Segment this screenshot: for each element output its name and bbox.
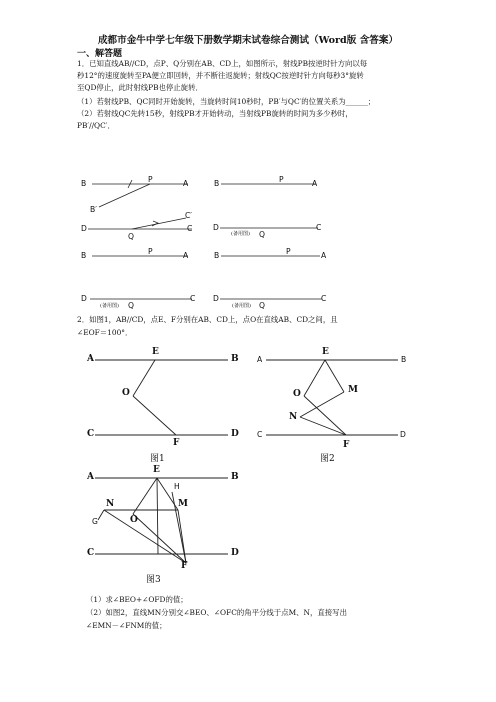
q2-sub-2: （2）如图2，直线MN分别交∠BEO、∠OFC的角平分线于点M、N，直接写出 [86, 608, 347, 617]
q1-line-6: PB′//QC′． [77, 121, 115, 130]
q1-main-label-Cprime: C′ [185, 211, 193, 220]
q1-main-label-Q: Q [128, 232, 134, 241]
q2-fig2-label-B: B [401, 355, 407, 364]
q1-spare1-label-P: P [279, 175, 284, 184]
q1-spare3-label-D: D [213, 294, 219, 303]
q1-spare3-label-Q: Q [259, 301, 265, 310]
q2-fig1-label-E: E [152, 347, 159, 357]
q1-spare1-label-Q: Q [259, 230, 265, 239]
q1-spare3-label-B: B [214, 251, 220, 260]
q1-line-3: 至QD停止，此时射线PB也停止旋转． [77, 83, 203, 92]
q2-line-2: ∠EOF＝100°． [77, 328, 133, 337]
q2-fig3-label-C: C [87, 548, 95, 558]
q1-main-label-A: A [183, 179, 189, 188]
q1-spare2-label-D: D [81, 294, 87, 303]
q1-main-label-P: P [148, 175, 153, 184]
q2-fig3-label-H: H [174, 482, 180, 491]
q1-spare2-label-C: C [190, 294, 196, 303]
q2-sub-1: （1）求∠BEO+∠OFD的值； [86, 595, 188, 604]
q2-line-1: 2．如图1，AB//CD，点E、F分别在AB、CD上，点O在直线AB、CD之间，且 [77, 315, 338, 324]
q2-fig3-label-M: M [178, 499, 188, 509]
q2-fig3-label-O: O [130, 515, 138, 525]
q1-spare2-label-P: P [148, 247, 153, 256]
q1-main-label-D: D [81, 224, 87, 233]
q2-fig2-label-O: O [293, 389, 301, 399]
q1-spare3-label-A: A [321, 251, 327, 260]
q2-fig1-label-F: F [173, 438, 180, 448]
q1-spare2-label-A: A [183, 251, 189, 260]
q2-fig3-label-F: F [181, 561, 188, 571]
section-heading: 一、解答题 [77, 49, 123, 59]
q2-fig3-caption: 图3 [146, 575, 161, 585]
q2-fig1-label-B: B [231, 354, 239, 364]
q2-fig2-caption: 图2 [320, 454, 335, 464]
q1-spare1-label-B: B [214, 179, 220, 188]
q1-main-label-C: C [187, 224, 193, 233]
q1-spare3-label-P: P [286, 247, 291, 256]
q2-fig2-label-C: C [257, 430, 263, 439]
q1-main-label-B: B [81, 179, 87, 188]
q1-line-5: （2）若射线QC先转15秒，射线PB才开始转动，当射线PB旋转的时间为多少秒时， [77, 109, 353, 118]
q2-fig3-label-B: B [231, 472, 239, 482]
q2-fig2-label-D: D [400, 430, 406, 439]
q1-spare2-label-B: B [81, 251, 87, 260]
q2-fig3-label-E: E [153, 465, 160, 475]
q1-spare1-caption: (备用图) [231, 231, 250, 237]
q2-fig1-label-C: C [87, 429, 95, 439]
q1-line-2: 秒12°的速度旋转至PA便立即回转，并不断往返旋转；射线QC按逆时针方向每秒3°旋转 [77, 71, 364, 80]
q2-fig1-caption: 图1 [150, 454, 165, 464]
q2-fig2-label-F: F [343, 440, 350, 450]
q1-spare3-label-C: C [321, 294, 327, 303]
q2-fig2-label-N: N [289, 412, 298, 422]
q1-spare1-label-A: A [312, 179, 318, 188]
q2-fig3-label-N: N [106, 499, 115, 509]
q1-line-4: （1）若射线PB、QC同时开始旋转，当旋转时间10秒时，PB′与QC′的位置关系为______； [77, 97, 376, 106]
document-title: 成都市金牛中学七年级下册数学期末试卷综合测试（Word版 含答案） [97, 35, 399, 46]
q2-fig2-label-M: M [348, 385, 358, 395]
q2-fig3-label-G: G [92, 517, 98, 526]
q2-fig1-label-A: A [87, 354, 94, 364]
q2-fig3-label-A: A [87, 472, 94, 482]
q2-fig2-label-E: E [322, 347, 329, 357]
q1-spare1-label-D: D [213, 223, 219, 232]
q1-line-1: 1．已知直线AB//CD，点P、Q分别在AB、CD上，如图所示，射线PB按逆时针方向以每 [77, 59, 368, 68]
q2-fig2-label-A: A [257, 355, 263, 364]
q2-fig1-label-O: O [122, 388, 130, 398]
q2-sub-3: ∠EMN－∠FNM的值； [86, 621, 167, 630]
q2-fig1-label-D: D [231, 429, 239, 439]
q2-fig3-label-D: D [231, 548, 239, 558]
q1-spare1-label-C: C [316, 223, 322, 232]
q1-spare3-caption: (备用图) [232, 303, 251, 309]
q1-spare2-label-Q: Q [128, 301, 134, 310]
q1-spare2-caption: (备用图) [100, 303, 119, 309]
q1-main-label-Bprime: B′ [90, 205, 97, 214]
